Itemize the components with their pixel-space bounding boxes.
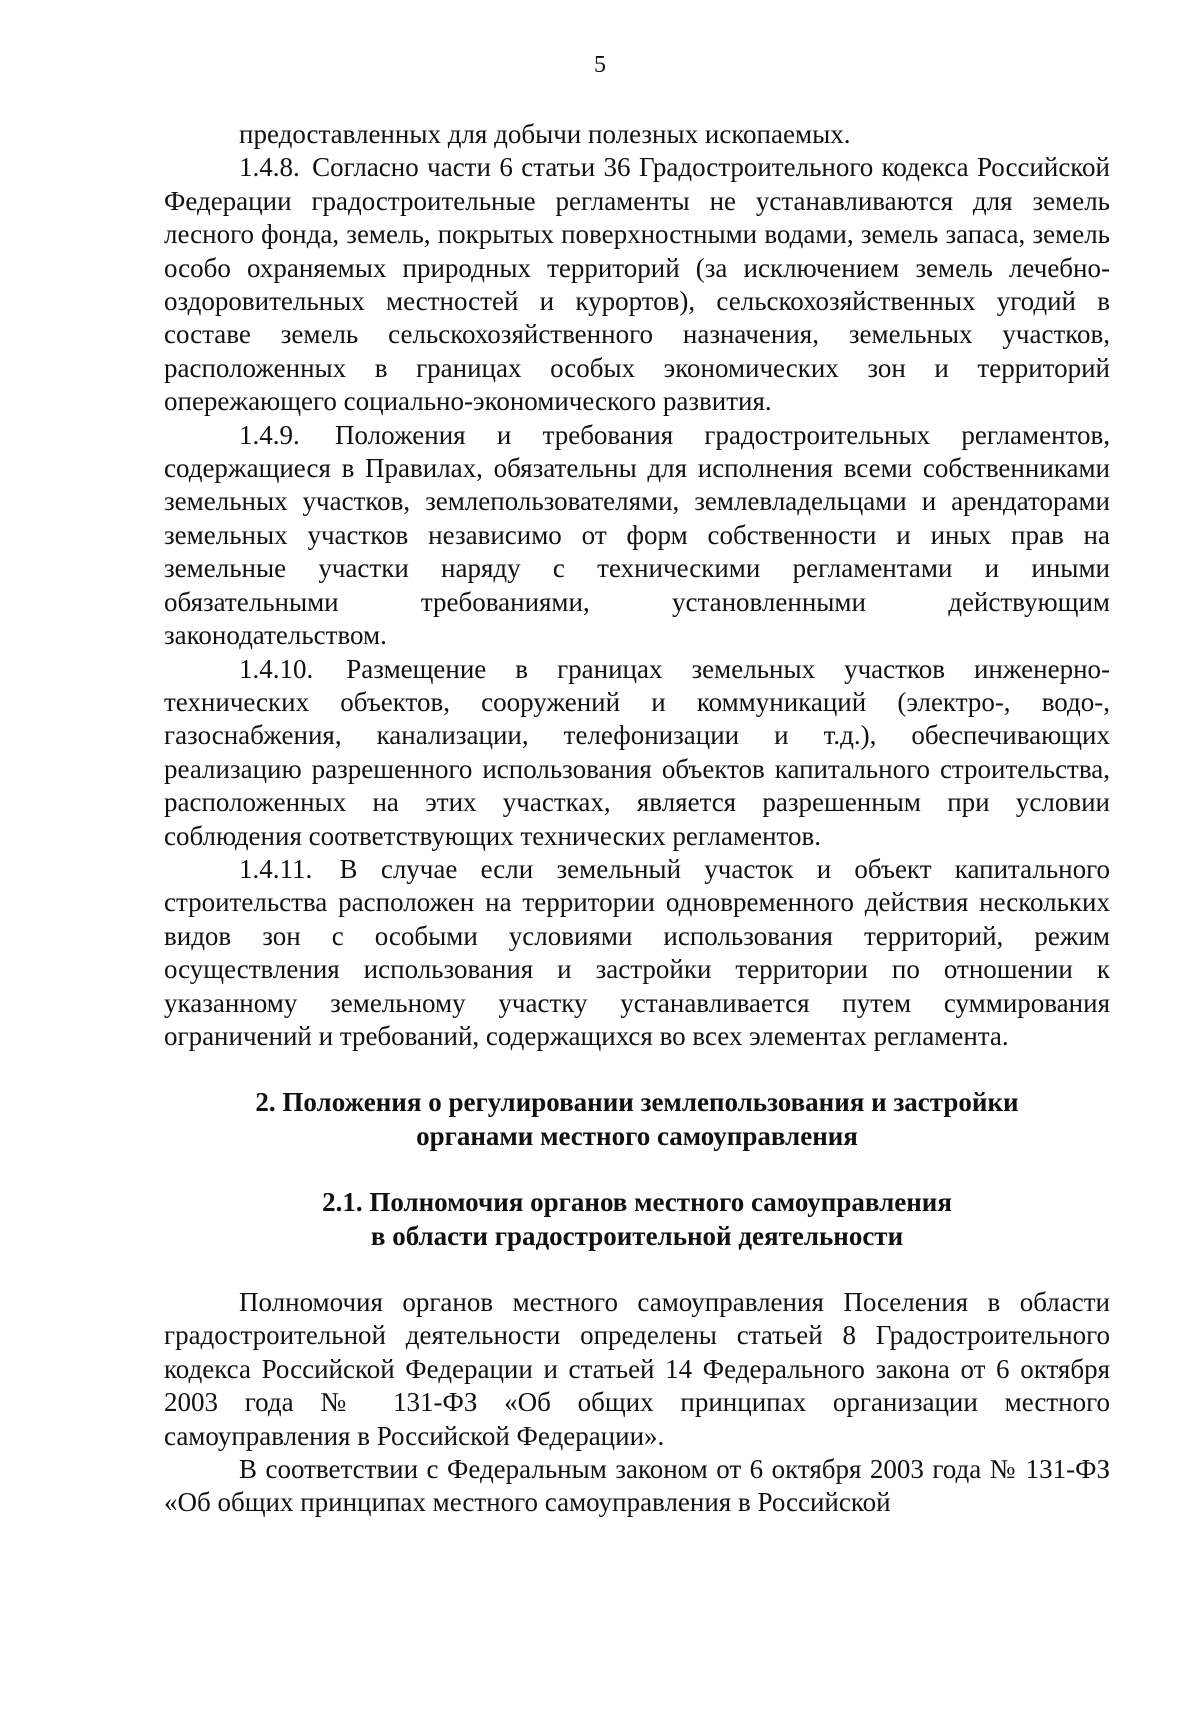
paragraph-number: 1.4.11.	[239, 853, 313, 884]
paragraph-text: Согласно части 6 статьи 36 Градостроительного кодекса Российской Федерации градостроительные регламенты не устанавливаются для земель лесного фонда, земель, покрытых поверхностными водами, земель запаса, земель особо охраняемых природных территорий (за исключением земель лечебно-оздоровительных местностей и курортов), сельскохозяйственных угодий в составе земель сельскохозяйственного назначения, земельных участков, расположенных в границах особых экономических зон и территорий опережающего социально-экономического развития.	[164, 152, 1110, 417]
paragraph-accordance	[164, 1453, 1110, 1520]
subsection-heading	[164, 1186, 1110, 1253]
section-heading-line-1: 2. Положения о регулировании землепользования и застройки	[255, 1087, 1019, 1118]
page-number: 5	[594, 52, 606, 78]
document-body	[164, 118, 1110, 1520]
paragraph-text: Полномочия органов местного самоуправления Поселения в области градостроительной деятельности определены статьей 8 Градостроительного кодекса Российской Федерации и статьей 14 Федерального закона от 6 октября 2003 года № 131-ФЗ «Об общих принципах организации местного самоуправления в Российской Федерации».	[164, 1287, 1110, 1451]
subsection-heading-line-2: в области градостроительной деятельности	[370, 1220, 904, 1251]
paragraph-1-4-11	[164, 853, 1110, 1053]
paragraph-text: В соответствии с Федеральным законом от 6 октября 2003 года № 131-ФЗ «Об общих принципах местного самоуправления в Российской	[164, 1454, 1110, 1518]
subsection-heading-line-1: 2.1. Полномочия органов местного самоуправления	[322, 1187, 952, 1218]
paragraph-1-4-10	[164, 653, 1110, 853]
section-heading-line-2: органами местного самоуправления	[416, 1120, 858, 1151]
paragraph-1-4-8	[164, 151, 1110, 418]
paragraph-number: 1.4.10.	[239, 653, 314, 684]
paragraph-number: 1.4.8.	[239, 152, 300, 183]
paragraph-number: 1.4.9.	[239, 419, 300, 450]
continuation-paragraph	[164, 118, 1110, 151]
paragraph-text: В случае если земельный участок и объект капитального строительства расположен на территории одновременного действия нескольких видов зон с особыми условиями использования территорий, режим осуществления использования и застройки территории по отношении к указанному земельному участку устанавливается путем суммирования ограничений и требований, содержащихся во всех элементах регламента.	[164, 853, 1111, 1051]
paragraph-text: Размещение в границах земельных участков инженерно-технических объектов, сооружений и коммуникаций (электро-, водо-, газоснабжения, канализации, телефонизации и т.д.), обеспечивающих реализацию разрешенного использования объектов капитального строительства, расположенных на этих участках, является разрешенным при условии соблюдения соответствующих технических регламентов.	[164, 653, 1111, 851]
paragraph-text: предоставленных для добычи полезных ископаемых.	[239, 119, 851, 149]
paragraph-1-4-9	[164, 419, 1110, 653]
paragraph-powers	[164, 1286, 1110, 1453]
section-heading	[164, 1086, 1110, 1153]
paragraph-text: Положения и требования градостроительных регламентов, содержащиеся в Правилах, обязательны для исполнения всеми собственниками земельных участков, землепользователями, землевладельцами и арендаторами земельных участков независимо от форм собственности и иных прав на земельные участки наряду с техническими регламентами и иными обязательными требованиями, установленными действующим законодательством.	[164, 419, 1110, 651]
